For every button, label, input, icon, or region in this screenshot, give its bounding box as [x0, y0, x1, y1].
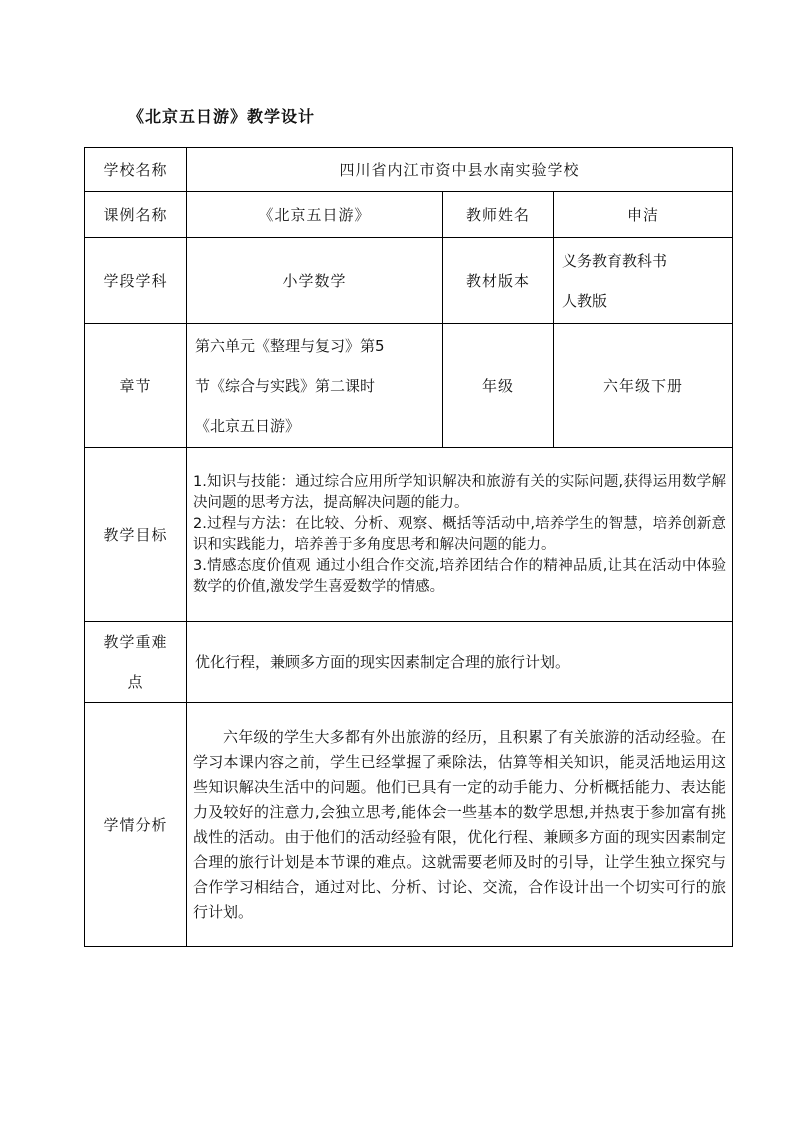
- chapter-value: [187, 324, 443, 448]
- grade-value: 六年级下册: [554, 324, 733, 448]
- grade-label: 年级: [443, 324, 554, 448]
- teacher-value: 申洁: [554, 192, 733, 238]
- teacher-label: 教师姓名: [443, 192, 554, 238]
- analysis-label: 学情分析: [85, 703, 187, 947]
- keypoint-label: [85, 622, 187, 703]
- row-goals: [85, 448, 733, 622]
- goal-process: 2.过程与方法：在比较、分析、观察、概括等活动中,培养学生的智慧，培养创新意识和实践能力，培养善于多角度思考和解决问题的能力。: [193, 515, 726, 553]
- row-lesson: [85, 192, 733, 238]
- keypoint-label-line2: 点: [127, 673, 144, 691]
- textbook-value-line2: 人教版: [562, 291, 608, 310]
- school-label: 学校名称: [85, 148, 187, 192]
- lesson-label: 课例名称: [85, 192, 187, 238]
- goals-value: [187, 448, 733, 622]
- chapter-value-line1: 第六单元《整理与复习》第5: [195, 336, 385, 355]
- goal-emotion: 3.情感态度价值观 通过小组合作交流,培养团结合作的精神品质,让其在活动中体验数学的价值,激发学生喜爱数学的情感。: [193, 557, 726, 595]
- chapter-value-line3: 《北京五日游》: [195, 416, 301, 435]
- chapter-value-line2: 节《综合与实践》第二课时: [195, 376, 376, 395]
- row-analysis: [85, 703, 733, 947]
- chapter-label: 章节: [85, 324, 187, 448]
- row-school: [85, 148, 733, 192]
- row-subject: [85, 238, 733, 324]
- goal-knowledge: 1.知识与技能：通过综合应用所学知识解决和旅游有关的实际问题,获得运用数学解决问题的思考方法，提高解决问题的能力。: [193, 473, 726, 511]
- school-value: 四川省内江市资中县水南实验学校: [187, 148, 733, 192]
- keypoint-value: 优化行程，兼顾多方面的现实因素制定合理的旅行计划。: [187, 622, 733, 703]
- row-keypoint: [85, 622, 733, 703]
- document-title: 《北京五日游》教学设计: [128, 107, 316, 126]
- textbook-label: 教材版本: [443, 238, 554, 324]
- analysis-value: 六年级的学生大多都有外出旅游的经历，且积累了有关旅游的活动经验。在学习本课内容之前，学生已经掌握了乘除法，估算等相关知识，能灵活地运用这些知识解决生活中的问题。他们已具有一定的动手能力、分析概括能力、表达能力及较好的注意力,会独立思考,能体会一些基本的数学思想,并热衷于参加富有挑战性的活动。由于他们的活动经验有限，优化行程、兼顾多方面的现实因素制定合理的旅行计划是本节课的难点。这就需要老师及时的引导，让学生独立探究与合作学习相结合，通过对比、分析、讨论、交流，合作设计出一个切实可行的旅行计划。: [187, 703, 733, 947]
- goals-label: 教学目标: [85, 448, 187, 622]
- lesson-value: 《北京五日游》: [187, 192, 443, 238]
- subject-label: 学段学科: [85, 238, 187, 324]
- textbook-value: [554, 238, 733, 324]
- subject-value: 小学数学: [187, 238, 443, 324]
- keypoint-label-line1: 教学重难: [103, 633, 168, 651]
- row-chapter: [85, 324, 733, 448]
- textbook-value-line1: 义务教育教科书: [562, 251, 668, 270]
- lesson-plan-table: [84, 147, 733, 947]
